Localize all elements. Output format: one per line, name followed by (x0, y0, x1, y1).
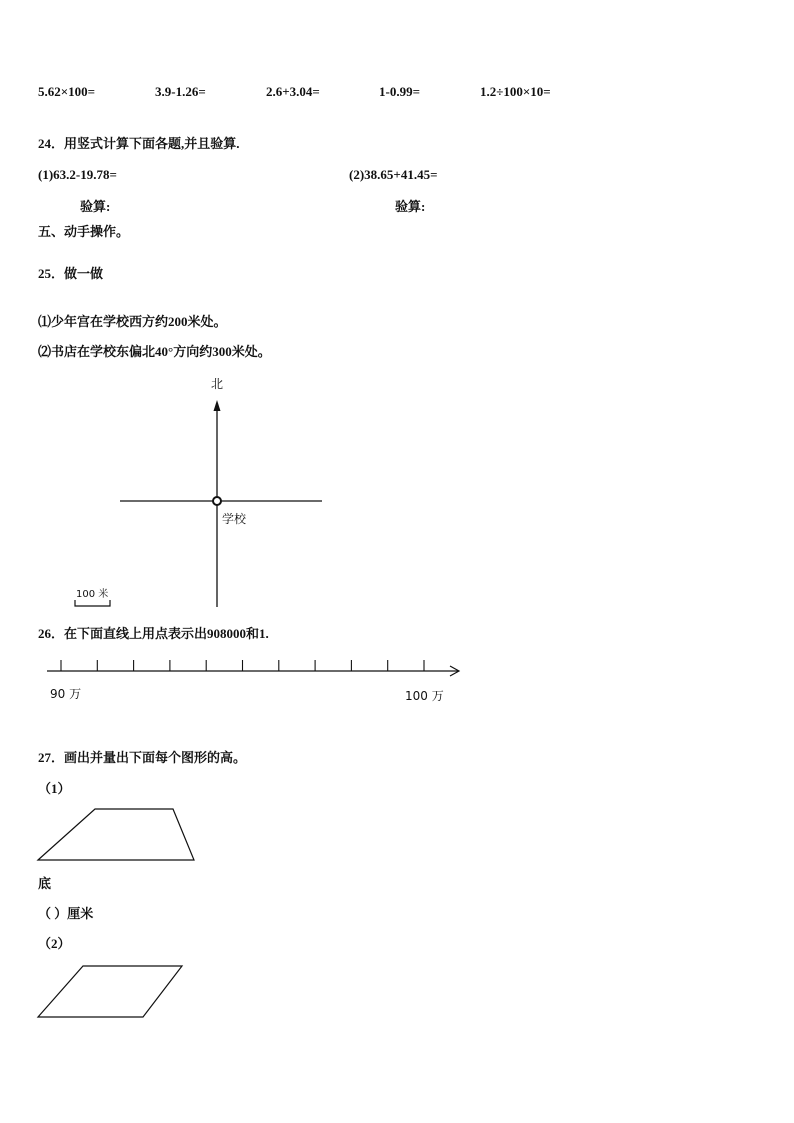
answer-blank: （ ）厘米 (38, 906, 94, 921)
parallelogram-shape (38, 966, 182, 1017)
number-line-end-label: 100 万 (405, 689, 444, 703)
base-label: 底 (38, 876, 52, 891)
number-line-ticks (61, 660, 424, 671)
q24-title: 24．用竖式计算下面各题,并且验算. (38, 136, 240, 151)
q25-item-1: ⑴少年宫在学校西方约200米处。 (38, 314, 227, 329)
q27-part1-label: （1） (38, 781, 71, 796)
q24-item-2: (2)38.65+41.45= (349, 167, 438, 182)
compass-diagram (75, 400, 322, 607)
number-line (47, 660, 459, 676)
calc-item-1: 5.62×100= (38, 84, 96, 99)
q24-check-label-1: 验算: (80, 199, 111, 214)
number-line-start-label: 90 万 (50, 687, 82, 701)
calc-item-2: 3.9-1.26= (155, 84, 206, 99)
calc-item-3: 2.6+3.04= (266, 84, 320, 99)
calc-item-4: 1-0.99= (379, 84, 420, 99)
section-title: 五、动手操作。 (38, 224, 130, 239)
scale-label: 100 米 (76, 589, 109, 600)
school-label: 学校 (222, 512, 247, 526)
calc-item-5: 1.2÷100×10= (480, 84, 551, 99)
trapezoid-shape (38, 809, 194, 860)
north-label: 北 (211, 377, 224, 391)
school-point (213, 497, 221, 505)
q24-item-1: (1)63.2-19.78= (38, 167, 117, 182)
q27-title: 27．画出并量出下面每个图形的高。 (38, 750, 247, 765)
q24-check-label-2: 验算: (395, 199, 426, 214)
q25-item-2: ⑵书店在学校东偏北40°方向约300米处。 (38, 344, 271, 359)
q26-title: 26．在下面直线上用点表示出908000和1. (38, 626, 269, 641)
q25-title: 25．做一做 (38, 266, 104, 281)
q27-part2-label: （2） (38, 936, 71, 951)
north-arrow-icon (214, 400, 221, 411)
